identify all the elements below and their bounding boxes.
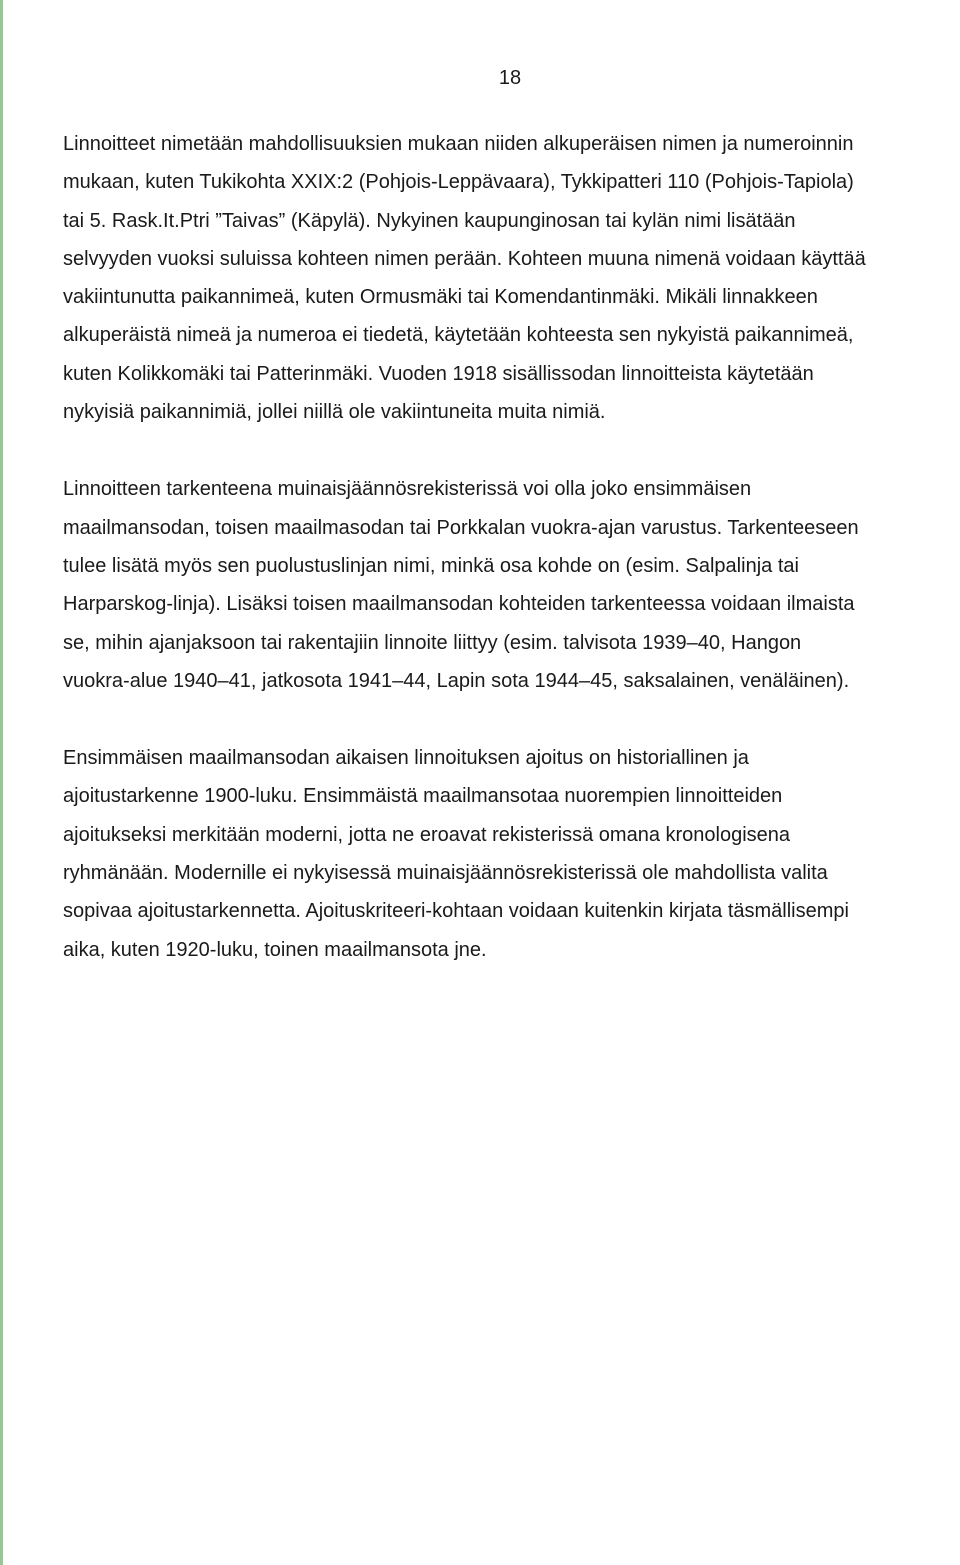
text-line: mukaan, kuten Tukikohta XXIX:2 (Pohjois-Leppävaara), Tykkipatteri 110 (Pohjois-Tapiola) bbox=[63, 171, 854, 194]
text-line: vuokra-alue 1940–41, jatkosota 1941–44, Lapin sota 1944–45, saksalainen, venäläinen). bbox=[63, 669, 850, 692]
text-line: maailmansodan, toisen maailmasodan tai Porkkalan vuokra-ajan varustus. Tarkenteeseen bbox=[63, 516, 859, 539]
page-number: 18 bbox=[498, 67, 522, 89]
text-line: alkuperäistä nimeä ja numeroa ei tiedetä, käytetään kohteesta sen nykyistä paikannimeä, bbox=[63, 324, 854, 347]
paragraph-linnoitteiden-nimeaminen bbox=[63, 125, 959, 431]
text-line: se, mihin ajanjaksoon tai rakentajiin linnoite liittyy (esim. talvisota 1939–40, Hangon bbox=[63, 631, 802, 654]
text-line: Ensimmäisen maailmansodan aikaisen linnoituksen ajoitus on historiallinen ja bbox=[63, 747, 749, 770]
paragraph-spacer bbox=[63, 431, 959, 470]
text-line: ryhmänään. Modernille ei nykyisessä muinaisjäännösrekisterissä ole mahdollista valita bbox=[63, 862, 828, 885]
text-line: selvyyden vuoksi suluissa kohteen nimen perään. Kohteen muuna nimenä voidaan käyttää bbox=[63, 247, 866, 270]
text-line: nykyisiä paikannimiä, jollei niillä ole vakiintuneita muita nimiä. bbox=[63, 401, 606, 424]
text-line: tulee lisätä myös sen puolustuslinjan nimi, minkä osa kohde on (esim. Salpalinja tai bbox=[63, 554, 799, 577]
text-line: kuten Kolikkomäki tai Patterinmäki. Vuoden 1918 sisällissodan linnoitteista käytetään bbox=[63, 362, 814, 385]
text-line: vakiintunutta paikannimeä, kuten Ormusmäki tai Komendantinmäki. Mikäli linnakkeen bbox=[63, 286, 818, 309]
paragraph-ajoitus bbox=[63, 739, 959, 969]
text-line: aika, kuten 1920-luku, toinen maailmansota jne. bbox=[63, 938, 487, 961]
paragraph-linnoitteen-tarkenne bbox=[63, 470, 959, 700]
text-line: Linnoitteet nimetään mahdollisuuksien mukaan niiden alkuperäisen nimen ja numeroinnin bbox=[63, 133, 854, 155]
paragraph-spacer bbox=[63, 700, 959, 739]
document-body bbox=[63, 125, 959, 969]
page-left-border bbox=[0, 0, 3, 1565]
text-line: tai 5. Rask.It.Ptri ”Taivas” (Käpylä). Nykyinen kaupunginosan tai kylän nimi lisätään bbox=[63, 209, 796, 232]
text-line: ajoitustarkenne 1900-luku. Ensimmäistä maailmansotaa nuorempien linnoitteiden bbox=[63, 785, 783, 808]
text-line: Harparskog-linja). Lisäksi toisen maailmansodan kohteiden tarkenteessa voidaan ilmaista bbox=[63, 593, 855, 616]
text-line: Linnoitteen tarkenteena muinaisjäännösrekisterissä voi olla joko ensimmäisen bbox=[63, 478, 752, 501]
text-line: sopivaa ajoitustarkennetta. Ajoituskriteeri-kohtaan voidaan kuitenkin kirjata täsmällisempi bbox=[63, 900, 849, 923]
text-line: ajoitukseksi merkitään moderni, jotta ne eroavat rekisterissä omana kronologisena bbox=[63, 823, 791, 846]
